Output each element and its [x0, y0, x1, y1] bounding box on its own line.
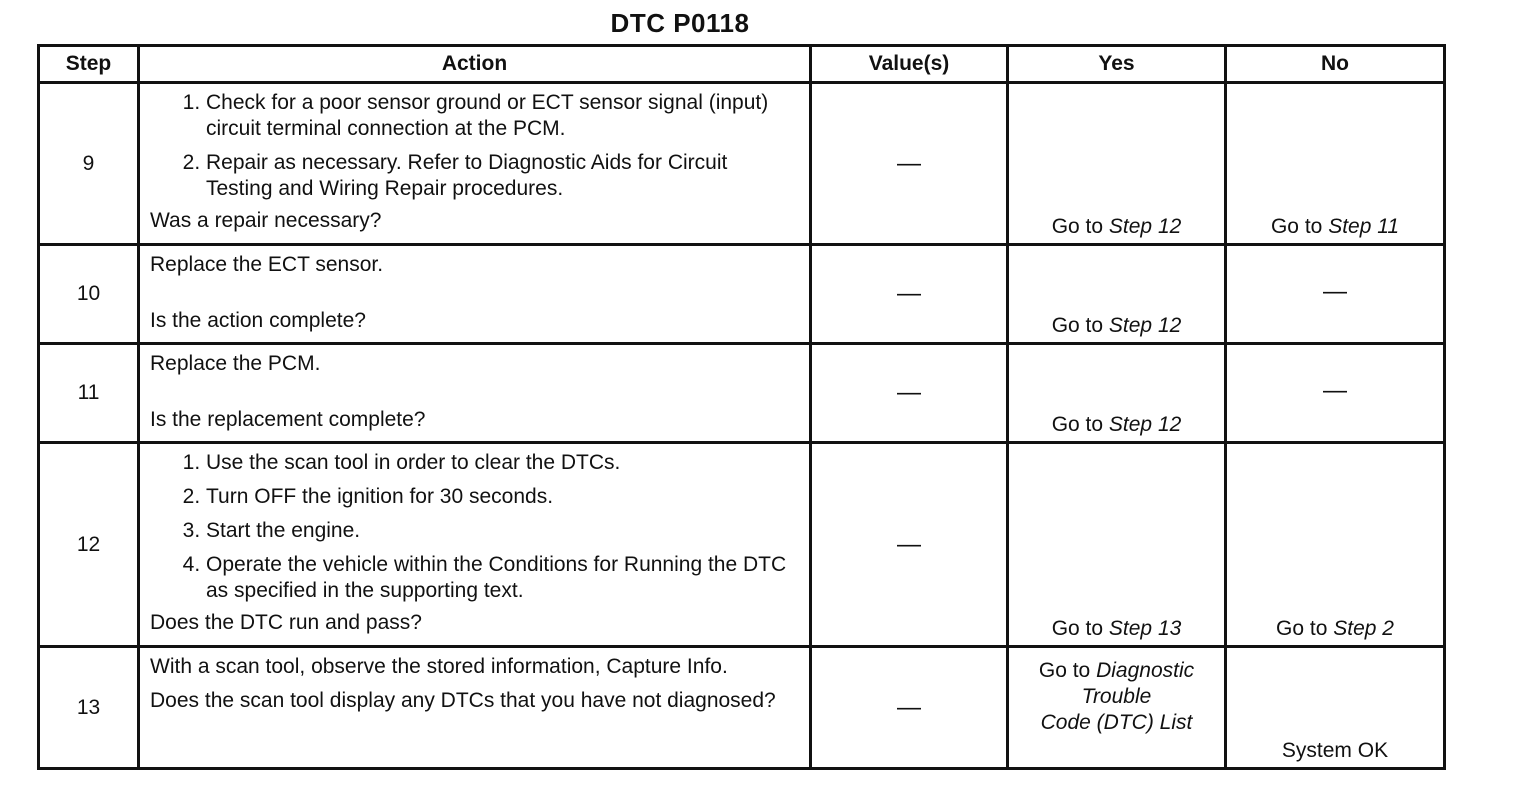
value-cell: — — [811, 443, 1008, 647]
action-cell — [139, 83, 811, 245]
no-cell: — — [1226, 245, 1445, 344]
action-step: 4. Operate the vehicle within the Conditions for Running the DTC as specified in the supporting text. — [206, 552, 799, 604]
action-steps — [150, 450, 799, 604]
goto-text: Go to — [1038, 659, 1091, 682]
table-header-row — [39, 46, 1445, 83]
goto-text: Go to — [1051, 617, 1104, 640]
yes-cell — [1008, 443, 1226, 647]
action-cell — [139, 344, 811, 443]
goto-text: Go to — [1276, 617, 1328, 640]
action-text: With a scan tool, observe the stored information, Capture Info. — [150, 655, 728, 678]
goto-text: Go to — [1051, 413, 1104, 436]
action-question: Does the DTC run and pass? — [150, 611, 422, 634]
table-row — [39, 83, 1445, 245]
table-row — [39, 443, 1445, 647]
yes-cell — [1008, 83, 1226, 245]
value-cell: — — [811, 647, 1008, 769]
action-cell — [139, 647, 811, 769]
goto-text: Go to — [1051, 215, 1104, 238]
no-cell — [1226, 443, 1445, 647]
yes-cell — [1008, 245, 1226, 344]
step-number: 13 — [39, 647, 139, 769]
step-number: 11 — [39, 344, 139, 443]
yes-step-link[interactable]: Step 12 — [1108, 413, 1182, 436]
action-step: 2. Turn OFF the ignition for 30 seconds. — [206, 484, 799, 510]
dtc-list-link[interactable]: Trouble — [1081, 685, 1152, 708]
header-no: No — [1226, 46, 1445, 83]
step-number: 9 — [39, 83, 139, 245]
action-step: 2. Repair as necessary. Refer to Diagnostic Aids for Circuit Testing and Wiring Repair procedures. — [206, 150, 799, 202]
value-cell: — — [811, 245, 1008, 344]
header-step: Step — [39, 46, 139, 83]
header-action: Action — [139, 46, 811, 83]
no-step-link[interactable]: Step 11 — [1328, 215, 1400, 238]
action-step: 1. Use the scan tool in order to clear the DTCs. — [206, 450, 799, 476]
header-values: Value(s) — [811, 46, 1008, 83]
header-yes: Yes — [1008, 46, 1226, 83]
step-number: 12 — [39, 443, 139, 647]
action-step: 3. Start the engine. — [206, 518, 799, 544]
dtc-table — [37, 44, 1446, 770]
yes-cell — [1008, 344, 1226, 443]
action-step: 1. Check for a poor sensor ground or ECT sensor signal (input) circuit terminal connection at the PCM. — [206, 90, 799, 142]
value-cell: — — [811, 83, 1008, 245]
dtc-list-link[interactable]: Code (DTC) List — [1040, 711, 1193, 734]
table-row — [39, 245, 1445, 344]
action-cell — [139, 245, 811, 344]
action-question: Is the replacement complete? — [150, 408, 426, 431]
table-row — [39, 647, 1445, 769]
action-cell — [139, 443, 811, 647]
no-cell — [1226, 83, 1445, 245]
table-row — [39, 344, 1445, 443]
no-cell: — — [1226, 344, 1445, 443]
yes-cell — [1008, 647, 1226, 769]
action-steps — [150, 90, 799, 202]
goto-text: Go to — [1270, 215, 1323, 238]
step-number: 10 — [39, 245, 139, 344]
action-question: Does the scan tool display any DTCs that you have not diagnosed? — [150, 689, 776, 712]
yes-step-link[interactable]: Step 13 — [1108, 617, 1182, 640]
action-question: Is the action complete? — [150, 309, 366, 332]
goto-text: Go to — [1051, 314, 1104, 337]
action-text: Replace the ECT sensor. — [150, 253, 384, 276]
no-step-link[interactable]: Step 2 — [1333, 617, 1394, 640]
action-text: Replace the PCM. — [150, 352, 321, 375]
dtc-list-link[interactable]: Diagnostic — [1096, 659, 1195, 682]
value-cell: — — [811, 344, 1008, 443]
yes-step-link[interactable]: Step 12 — [1108, 215, 1182, 238]
action-question: Was a repair necessary? — [150, 209, 382, 232]
page-title: DTC P0118 — [610, 8, 750, 38]
no-cell: System OK — [1226, 647, 1445, 769]
yes-step-link[interactable]: Step 12 — [1108, 314, 1182, 337]
